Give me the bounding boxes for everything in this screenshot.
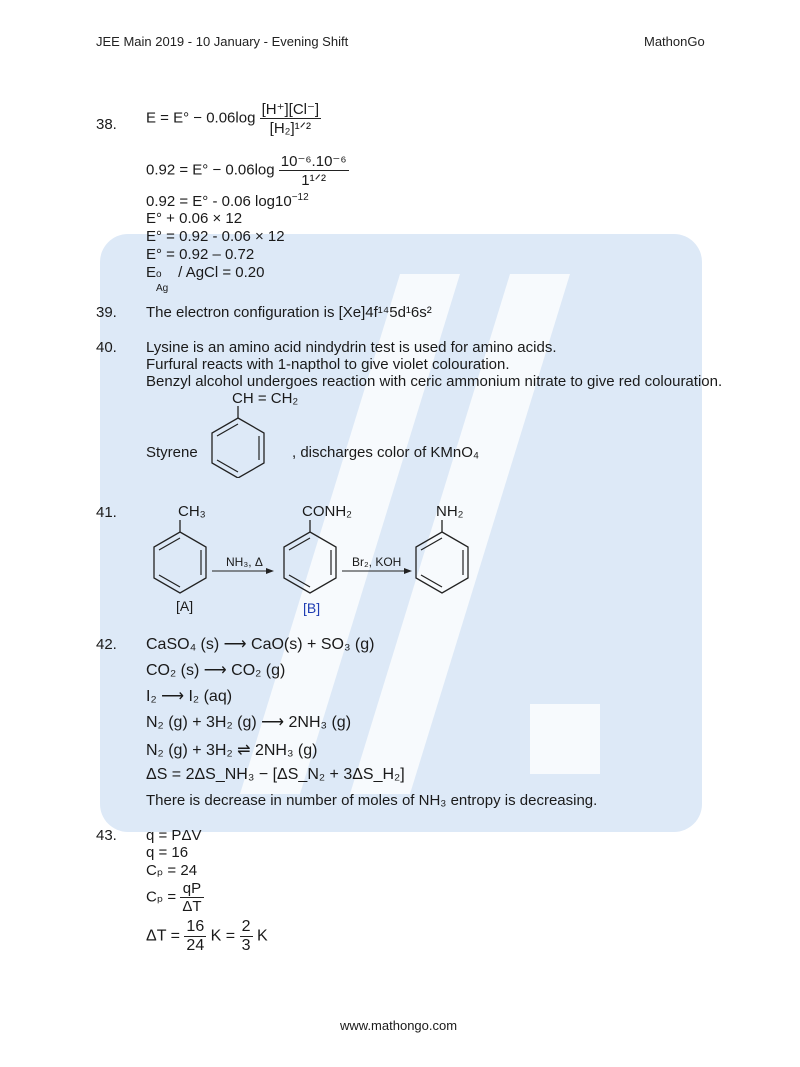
styrene-label: Styrene: [146, 444, 198, 461]
q42-line-6: ΔS = 2ΔS_NH₃ − [ΔS_N₂ + 3ΔS_H₂]: [146, 766, 405, 783]
q43-l5-fraction-1: [184, 918, 206, 955]
q43-l4-lhs: Cₚ =: [146, 888, 177, 906]
styrene-benzene-ring: [205, 406, 285, 478]
q40-line-2: Furfural reacts with 1-napthol to give violet colouration.: [146, 356, 510, 373]
q43-l5-end: K: [256, 927, 268, 945]
question-number-38: 38.: [96, 116, 117, 133]
q42-line-3: I₂ ⟶ I₂ (aq): [146, 688, 233, 705]
label-a: [A]: [176, 598, 194, 614]
label-b: [B]: [303, 600, 321, 616]
q39-text: The electron configuration is [Xe]4f¹⁴5d¹6s²: [146, 304, 432, 321]
kmno4-text: , discharges color of KMnO₄: [292, 444, 480, 461]
reaction-arrow-2-label: Br₂, KOH: [352, 555, 402, 569]
q38-l3-text: 0.92 = E° - 0.06 log10: [146, 193, 292, 210]
q38-equation-1: [146, 100, 321, 137]
question-number-43: 43.: [96, 827, 117, 844]
q38-line-4: E° + 0.06 × 12: [146, 210, 243, 227]
q38-l7-sup: o: [156, 269, 162, 280]
q43-l5-lhs: ΔT =: [146, 927, 180, 945]
q43-l5-num2: 2: [241, 918, 251, 935]
footer-url[interactable]: www.mathongo.com: [340, 1018, 458, 1033]
q38-eq2-lhs: 0.92 = E° − 0.06log: [146, 161, 275, 179]
question-number-40: 40.: [96, 339, 117, 356]
ring-c-substituent: NH₂: [436, 503, 464, 520]
q38-line-6: E° = 0.92 – 0.72: [146, 246, 255, 263]
q43-l4-den: ΔT: [182, 898, 202, 915]
q38-line-7: [146, 264, 265, 294]
q38-eq2-fraction: [279, 152, 349, 189]
ring-b-substituent: CONH₂: [302, 503, 352, 520]
reaction-arrow-1-label: NH₃, Δ: [226, 555, 263, 569]
q43-line-1: q = PΔV: [146, 827, 202, 844]
q43-l5-num: 16: [186, 918, 205, 935]
q43-line-3: Cₚ = 24: [146, 862, 198, 879]
q43-l4-fraction: [180, 880, 203, 915]
question-number-42: 42.: [96, 636, 117, 653]
q38-eq1-den: [H₂]¹ᐟ²: [269, 120, 312, 137]
q38-eq2-den: 1¹ᐟ²: [301, 172, 326, 189]
q38-l7-sub: Ag: [156, 283, 169, 294]
q43-line-4: [146, 880, 204, 915]
q43-line-5: [146, 918, 268, 955]
q38-eq1-num: [H⁺][Cl⁻]: [261, 101, 320, 118]
ring-a-substituent: CH₃: [178, 503, 206, 520]
q43-l5-fraction-2: [240, 918, 253, 955]
q38-eq2-num: 10⁻⁶.10⁻⁶: [280, 153, 347, 170]
question-number-41: 41.: [96, 504, 117, 521]
header-brand: MathonGo: [644, 34, 705, 49]
q42-line-1: CaSO₄ (s) ⟶ CaO(s) + SO₃ (g): [146, 636, 375, 653]
q38-l3-sup: −12: [291, 192, 309, 203]
reaction-arrow-1: [212, 566, 274, 576]
q38-l7-rest: / AgCl = 0.20: [174, 264, 265, 281]
styrene-substituent-label: CH = CH₂: [232, 390, 299, 407]
q43-l4-num: qP: [180, 880, 203, 898]
q43-l5-mid: K =: [210, 927, 236, 945]
q40-line-3: Benzyl alcohol undergoes reaction with ceric ammonium nitrate to give red colouration.: [146, 373, 723, 390]
q38-l7-e: E: [146, 264, 157, 281]
question-number-39: 39.: [96, 304, 117, 321]
q40-line-1: Lysine is an amino acid nindydrin test is used for amino acids.: [146, 339, 557, 356]
q42-line-5: N₂ (g) + 3H₂ ⇌ 2NH₃ (g): [146, 742, 318, 759]
q43-l5-den2: 3: [241, 937, 251, 954]
reaction-arrow-2: [342, 566, 412, 576]
toluene-ring: [150, 520, 210, 596]
header-title: JEE Main 2019 - 10 January - Evening Shift: [96, 34, 349, 49]
q42-line-2: CO₂ (s) ⟶ CO₂ (g): [146, 662, 286, 679]
q38-eq1-lhs: E = E° − 0.06log: [146, 109, 256, 127]
q42-line-7: There is decrease in number of moles of NH₃ entropy is decreasing.: [146, 792, 598, 809]
q43-l5-den: 24: [186, 937, 205, 954]
q42-line-4: N₂ (g) + 3H₂ (g) ⟶ 2NH₃ (g): [146, 714, 352, 731]
aniline-ring: [412, 520, 472, 596]
q38-equation-2: [146, 152, 349, 189]
q38-line-5: E° = 0.92 - 0.06 × 12: [146, 228, 285, 245]
benzamide-ring: [280, 520, 340, 596]
q38-eq1-fraction: [260, 100, 322, 137]
q43-line-2: q = 16: [146, 844, 189, 861]
q38-line-3: [146, 192, 309, 210]
